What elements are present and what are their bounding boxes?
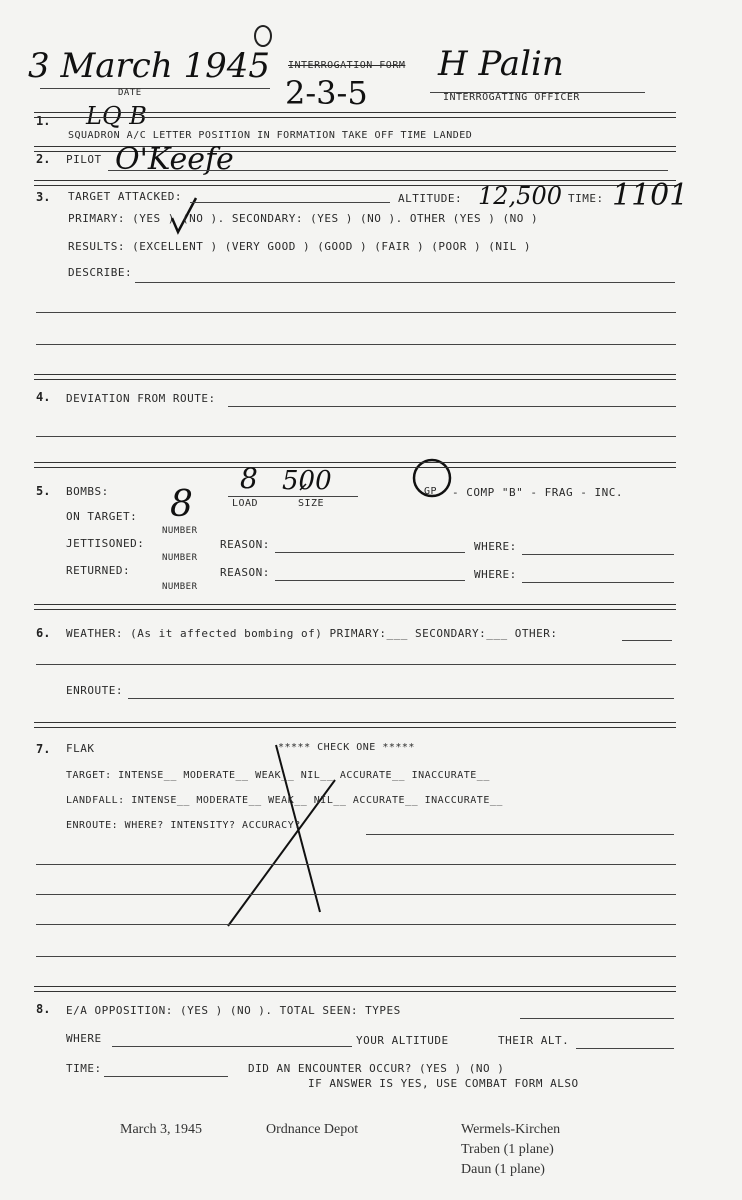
ea-opposition-line: E/A OPPOSITION: (YES ) (NO ). TOTAL SEEN: TYPES — [66, 1004, 401, 1017]
footer-target: Ordnance Depot — [266, 1122, 359, 1137]
on-target-label: ON TARGET: — [66, 510, 138, 523]
primary-line: PRIMARY: (YES ) (NO ). SECONDARY: (YES ) (NO ). OTHER (YES ) (NO ) — [68, 212, 539, 225]
if-answer-line: IF ANSWER IS YES, USE COMBAT FORM ALSO — [308, 1077, 579, 1090]
bombs-label: BOMBS: — [66, 485, 109, 498]
pilot-line — [108, 170, 668, 171]
number-label-1: NUMBER — [162, 526, 198, 536]
encounter-line: DID AN ENCOUNTER OCCUR? (YES ) (NO ) — [248, 1062, 505, 1075]
returned-reason-label: REASON: — [220, 566, 270, 579]
pilot-label: PILOT — [66, 153, 102, 166]
item7-rule — [34, 986, 676, 992]
officer-label: INTERROGATING OFFICER — [443, 92, 580, 103]
results-line: RESULTS: (EXCELLENT ) (VERY GOOD ) (GOOD ) (FAIR ) (POOR ) (NIL ) — [68, 240, 531, 253]
describe-line-1 — [135, 282, 675, 283]
returned-label: RETURNED: — [66, 564, 131, 577]
footer-location-2: Traben (1 plane) — [461, 1142, 554, 1157]
number-label-3: NUMBER — [162, 582, 198, 592]
form-number-handwritten: 2-3-5 — [285, 74, 368, 112]
jettisoned-reason-line — [275, 552, 465, 553]
item6-rule — [34, 722, 676, 728]
item4-number: 4. — [36, 390, 51, 404]
item4-rule — [34, 462, 676, 468]
item8-number: 8. — [36, 1002, 51, 1016]
number-label-2: NUMBER — [162, 553, 198, 563]
on-target-handwritten: 8 — [170, 484, 193, 525]
target-attacked-label: TARGET ATTACKED: — [68, 190, 182, 203]
their-altitude-line — [576, 1048, 674, 1049]
where-label: WHERE — [66, 1032, 102, 1045]
jettisoned-label: JETTISONED: — [66, 537, 145, 550]
weather-other-line — [622, 640, 672, 641]
footer-location-1: Wermels-Kirchen — [461, 1122, 561, 1137]
weather-label: WEATHER: (As it affected bombing of) PRIMARY:___ SECONDARY:___ OTHER: — [66, 627, 558, 640]
footer-location-3: Daun (1 plane) — [461, 1162, 545, 1177]
punch-hole-mark — [255, 26, 271, 46]
enroute-label: ENROUTE: — [66, 684, 123, 697]
gp-label: GP — [424, 486, 438, 497]
item3-number: 3. — [36, 190, 51, 204]
load-size-line — [228, 496, 358, 497]
time-line-8 — [104, 1076, 228, 1077]
flak-target-line: TARGET: INTENSE__ MODERATE__ WEAK__ NIL__ ACCURATE__ INACCURATE__ — [66, 770, 490, 781]
deviation-line-2 — [36, 436, 676, 437]
item5-number: 5. — [36, 484, 51, 498]
your-altitude-label: YOUR ALTITUDE — [356, 1034, 449, 1047]
item1-number: 1. — [36, 114, 51, 128]
target-line — [190, 202, 390, 203]
enroute-line — [128, 698, 674, 699]
date-handwritten: 3 March 1945 — [28, 46, 271, 86]
describe-line-2 — [36, 312, 676, 313]
flak-label: FLAK — [66, 742, 95, 755]
item5-rule — [34, 604, 676, 610]
item3-rule — [34, 374, 676, 380]
load-handwritten: 8 — [240, 462, 258, 495]
footer-date: March 3, 1945 — [120, 1122, 203, 1137]
where-line — [112, 1046, 352, 1047]
item2-rule — [34, 180, 676, 186]
size-label: SIZE — [298, 498, 325, 509]
altitude-handwritten: 12,500 — [478, 182, 562, 210]
flak-enroute-fill-line — [366, 834, 674, 835]
their-altitude-label: THEIR ALT. — [498, 1034, 570, 1047]
types-line — [520, 1018, 674, 1019]
flak-line-1 — [36, 864, 676, 865]
size-handwritten: 500 — [282, 466, 332, 496]
time-label: TIME: — [568, 192, 604, 205]
flak-line-4 — [36, 956, 676, 957]
bomb-types: - COMP "B" - FRAG - INC. — [452, 486, 623, 499]
time-label-8: TIME: — [66, 1062, 102, 1075]
describe-line-3 — [36, 344, 676, 345]
returned-where-label: WHERE: — [474, 568, 517, 581]
officer-handwritten: H Palin — [438, 44, 564, 84]
describe-label: DESCRIBE: — [68, 266, 133, 279]
returned-where-line — [522, 582, 674, 583]
deviation-label: DEVIATION FROM ROUTE: — [66, 392, 216, 405]
date-label: DATE — [118, 88, 142, 98]
check-one-label: ***** CHECK ONE ***** — [278, 742, 415, 753]
flak-line-2 — [36, 894, 676, 895]
flak-landfall-line: LANDFALL: INTENSE__ MODERATE__ WEAK__ NIL__ ACCURATE__ INACCURATE__ — [66, 795, 503, 806]
returned-reason-line — [275, 580, 465, 581]
form-title: INTERROGATION FORM — [288, 60, 406, 71]
item1-columns: SQUADRON A/C LETTER POSITION IN FORMATION TAKE OFF TIME LANDED — [68, 130, 473, 141]
deviation-line-1 — [228, 406, 676, 407]
flak-enroute-line: ENROUTE: WHERE? INTENSITY? ACCURACY? — [66, 820, 301, 831]
flak-line-3 — [36, 924, 676, 925]
load-label: LOAD — [232, 498, 259, 509]
jettisoned-reason-label: REASON: — [220, 538, 270, 551]
weather-line — [36, 664, 676, 665]
squadron-handwritten: LQ B — [86, 102, 147, 130]
item2-number: 2. — [36, 152, 51, 166]
date-line — [40, 88, 270, 89]
altitude-label: ALTITUDE: — [398, 192, 463, 205]
jettisoned-where-line — [522, 554, 674, 555]
item7-number: 7. — [36, 742, 51, 756]
pilot-handwritten: O'Keefe — [115, 142, 234, 177]
jettisoned-where-label: WHERE: — [474, 540, 517, 553]
item6-number: 6. — [36, 626, 51, 640]
item1-rule — [34, 112, 676, 118]
time-handwritten: 1101 — [612, 178, 689, 213]
